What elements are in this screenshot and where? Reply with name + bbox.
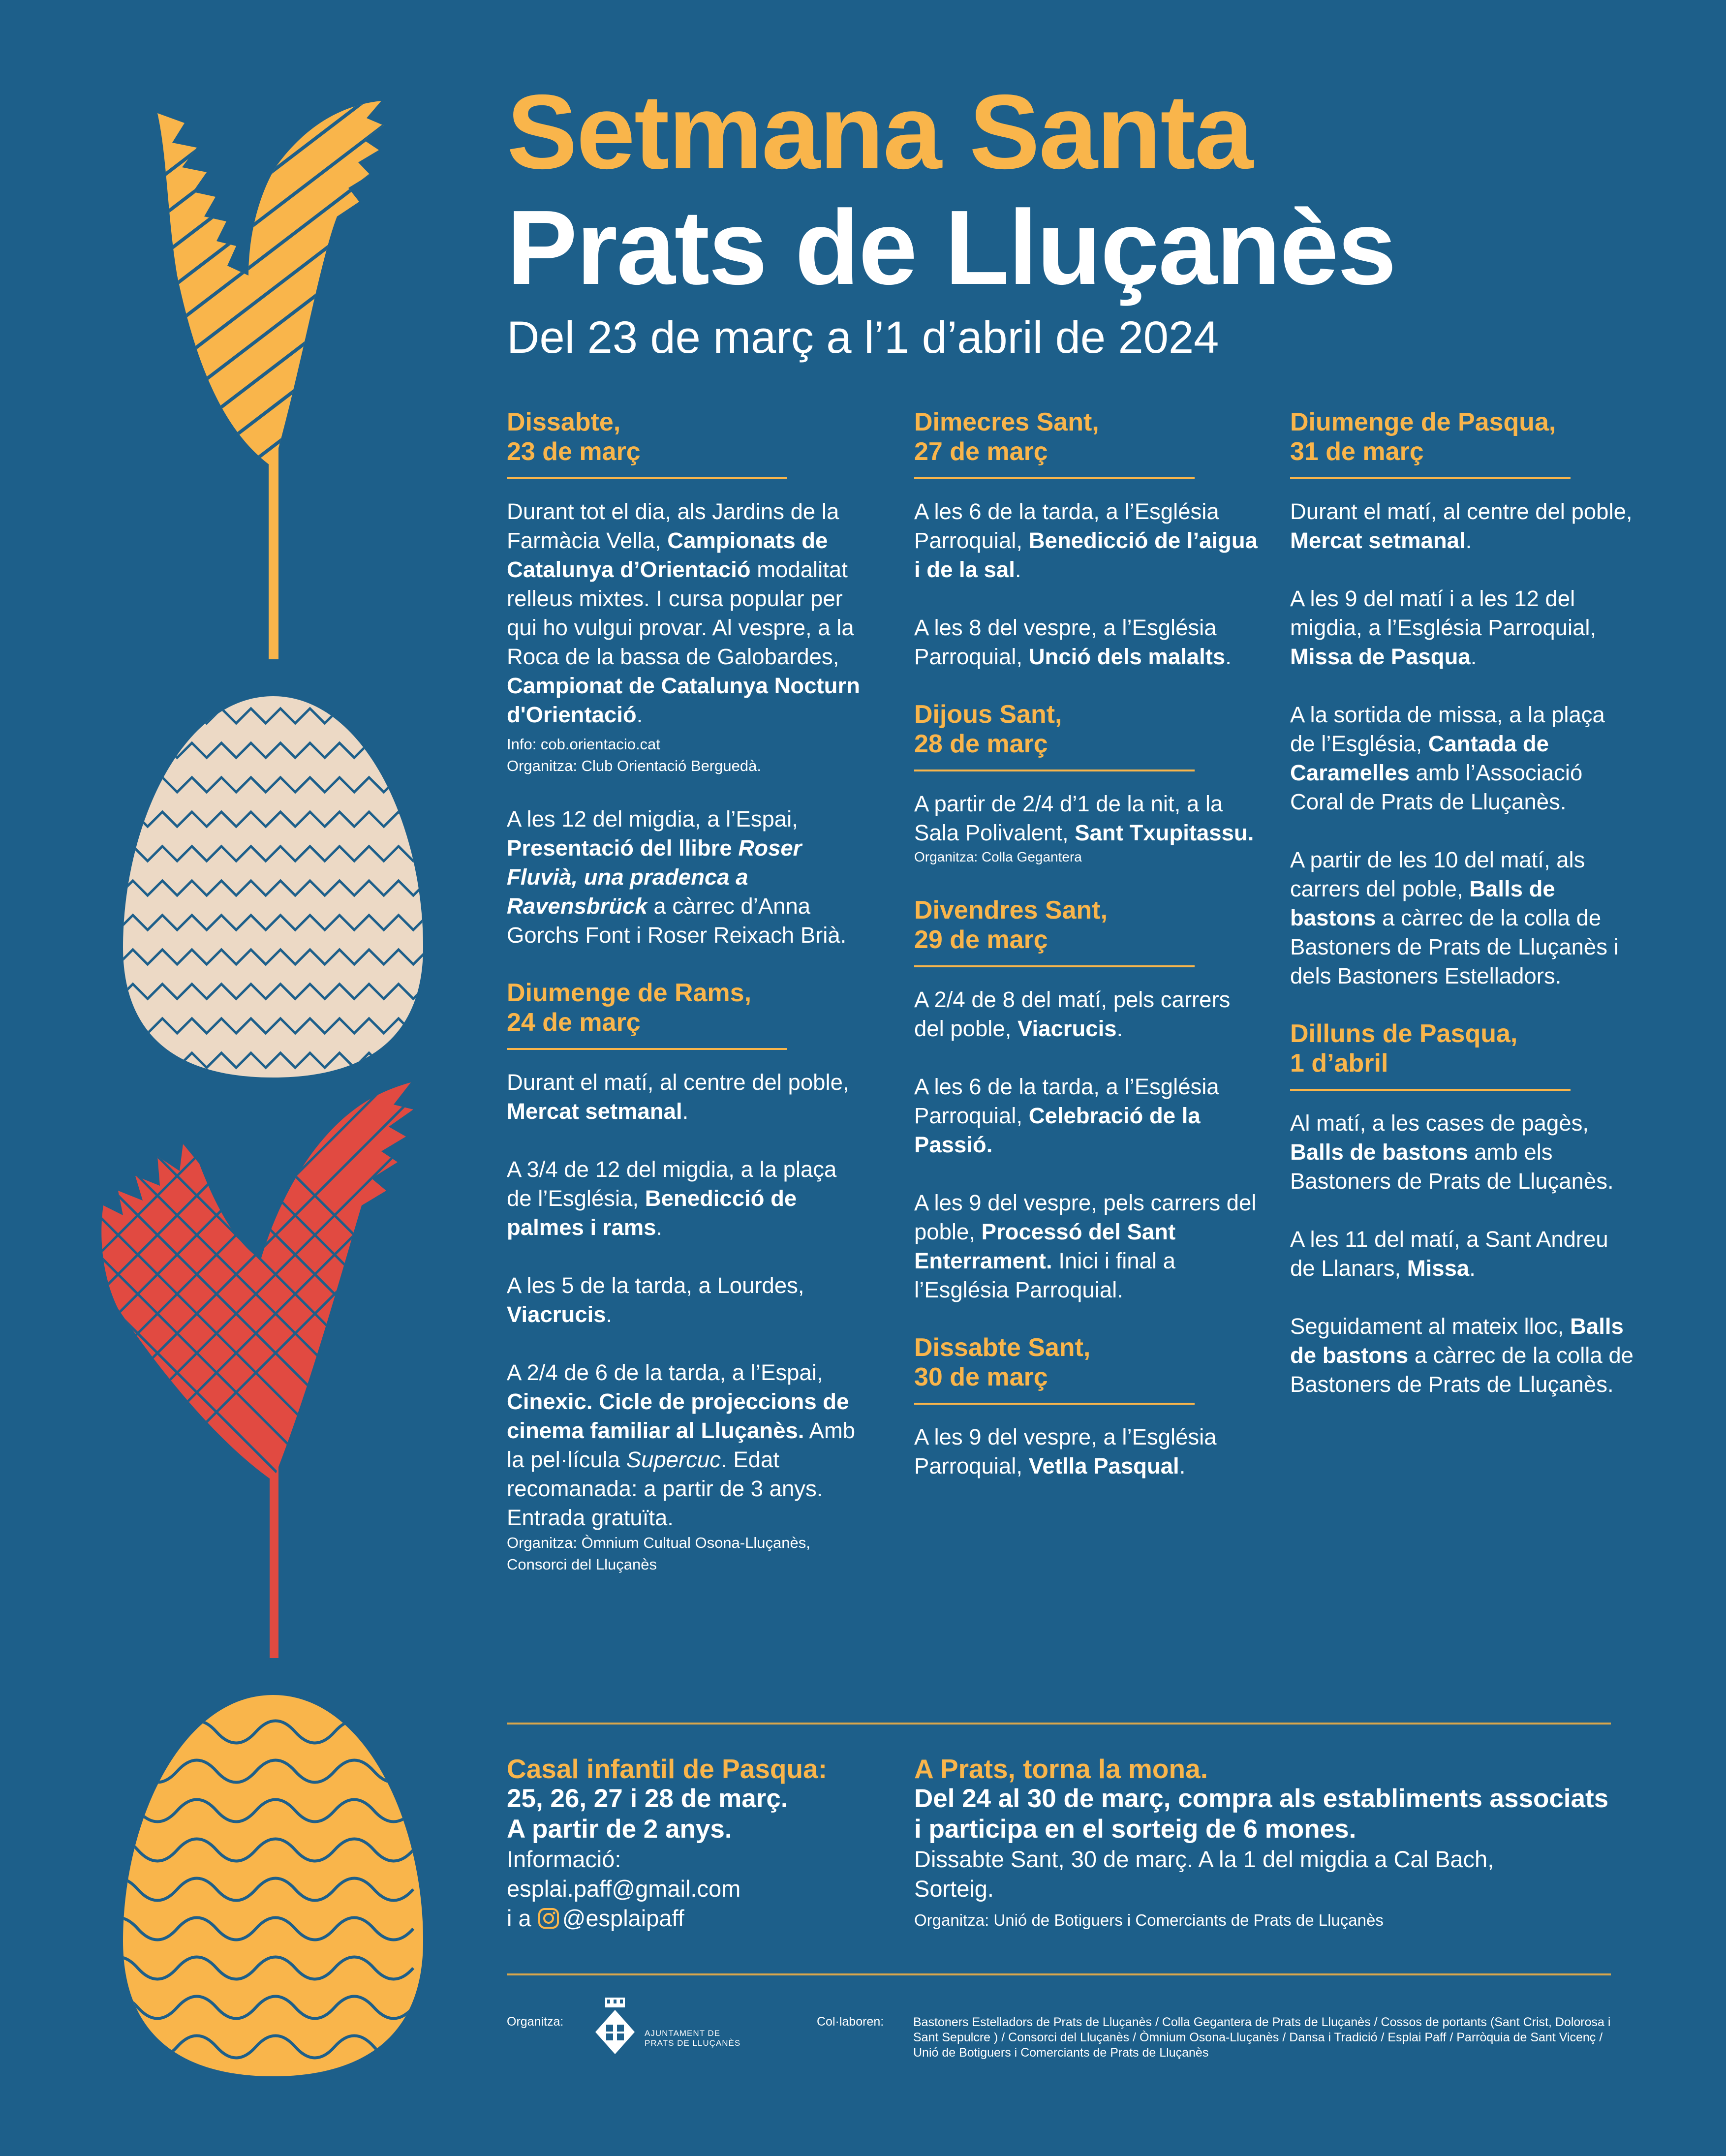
divider [507, 1723, 1611, 1725]
day-thu28 [914, 700, 1259, 867]
day-heading-line1: Dissabte Sant, [914, 1333, 1091, 1362]
footer-collab-label: Col·laboren: [817, 2015, 884, 2029]
casal-instagram[interactable] [507, 1904, 881, 1936]
day-heading [1290, 407, 1571, 479]
event-paragraph: A partir de 2/4 d’1 de la nit, a la Sala Polivalent, Sant Txupitassu. [914, 791, 1254, 845]
town-crest-icon [590, 1998, 640, 2062]
town-logo-text [645, 2029, 740, 2048]
day-heading-line1: Divendres Sant, [914, 896, 1108, 924]
casal-email[interactable]: esplai.paff@gmail.com [507, 1876, 741, 1902]
day-heading-line2: 31 de març [1290, 437, 1424, 466]
event-paragraph: A les 6 de la tarda, a l’Església Parroquial, Benedicció de l’aigua i de la sal. [914, 499, 1258, 582]
event-paragraph: A les 9 del vespre, a l’Església Parroquial, Vetlla Pasqual. [914, 1424, 1217, 1478]
instagram-handle: @esplaipaff [562, 1905, 684, 1931]
decor-illustrations [0, 0, 492, 2156]
event-paragraph: A partir de les 10 del matí, als carrers del poble, Balls de bastons a càrrec de la colla de Bastoners de Prats de Lluçanès i dels Bastoners Estelladors. [1290, 847, 1619, 988]
casal-instagram-prefix: i a [507, 1905, 538, 1931]
day-heading [914, 1333, 1195, 1405]
instagram-icon [538, 1907, 559, 1936]
event-notes [507, 734, 861, 777]
casal-info-label: Informació: [507, 1846, 621, 1872]
mona-draw: Dissabte Sant, 30 de març. A la 1 del migdia a Cal Bach, Sorteig. [914, 1846, 1494, 1902]
palm-frond-icon [123, 0, 394, 659]
organizer-note: Organitza: Òmnium Cultual Osona-Lluçanès, Consorci del Lluçanès [507, 1534, 810, 1573]
title-setmana-santa: Setmana Santa [507, 72, 1253, 191]
event-paragraph: A la sortida de missa, a la plaça de l’Església, Cantada de Caramelles amb l’Associació Coral de Prats de Lluçanès. [1290, 702, 1605, 814]
date-range: Del 23 de març a l’1 d’abril de 2024 [507, 312, 1219, 363]
palm-cross-icon [74, 1009, 443, 1658]
event-paragraph: A les 6 de la tarda, a l’Església Parroquial, Celebració de la Passió. [914, 1074, 1219, 1157]
day-heading-line1: Dissabte, [507, 408, 621, 436]
event-paragraph: A les 12 del migdia, a l’Espai, Presentació del llibre Roser Fluvià, una pradenca a Ravensbrück a càrrec d’Anna Gorchs Font i Roser Reixach Brià. [507, 806, 847, 948]
day-heading [914, 895, 1195, 967]
day-heading-line2: 29 de març [914, 925, 1048, 954]
footer-collaborators: Bastoners Estelladors de Prats de Lluçanès / Colla Gegantera de Prats de Lluçanès / Cossos de portants (Sant Crist, Dolorosa i Sant Sepulcre ) / Consorci del Lluçanès / Òmnium Osona-Lluçanès / Dansa i Tradició / Esplai Paff / Parròquia de Sant Vicenç / Unió de Botiguers i Comerciants de Prats de Lluçanès [913, 2015, 1611, 2060]
divider [507, 1973, 1611, 1975]
day-heading-line2: 24 de març [507, 1008, 641, 1037]
day-heading [507, 978, 787, 1050]
day-heading [914, 407, 1195, 479]
wavy-egg-icon [98, 1695, 423, 2076]
day-sat23 [507, 407, 861, 950]
day-heading [507, 407, 787, 479]
day-heading-line1: Dilluns de Pasqua, [1290, 1019, 1518, 1048]
event-paragraph: A les 5 de la tarda, a Lourdes, Viacrucis. [507, 1273, 804, 1327]
day-heading-line2: 23 de març [507, 437, 641, 466]
column-1 [507, 407, 861, 1604]
event-paragraph: A 3/4 de 12 del migdia, a la plaça de l’Església, Benedicció de palmes i rams. [507, 1157, 837, 1240]
mona-promo [914, 1754, 1613, 1932]
day-heading [914, 700, 1195, 771]
casal-infantil [507, 1754, 881, 1936]
info-link: Info: cob.orientacio.cat [507, 736, 660, 753]
event-paragraph: A les 9 del vespre, pels carrers del poble, Processó del Sant Enterrament. Inici i final a l’Església Parroquial. [914, 1190, 1257, 1302]
event-paragraph: Durant el matí, al centre del poble, Mercat setmanal. [1290, 499, 1633, 553]
day-heading-line2: 27 de març [914, 437, 1048, 466]
day-heading-line2: 30 de març [914, 1363, 1048, 1391]
day-heading-line1: Dimecres Sant, [914, 408, 1099, 436]
day-heading [1290, 1019, 1571, 1091]
day-fri29 [914, 895, 1259, 1304]
title-town: Prats de Lluçanès [507, 188, 1396, 307]
organizer-note: Organitza: Club Orientació Berguedà. [507, 757, 761, 774]
column-2 [914, 407, 1259, 1509]
casal-title: Casal infantil de Pasqua: [507, 1754, 828, 1784]
event-paragraph: A 2/4 de 8 del matí, pels carrers del poble, Viacrucis. [914, 987, 1231, 1041]
day-heading-line1: Dijous Sant, [914, 700, 1062, 729]
event-paragraph: A les 9 del matí i a les 12 del migdia, a l’Església Parroquial, Missa de Pasqua. [1290, 586, 1597, 669]
casal-age: A partir de 2 anys. [507, 1815, 732, 1844]
day-sat30 [914, 1333, 1259, 1480]
event-paragraph: A les 8 del vespre, a l’Església Parroquial, Unció dels malalts. [914, 615, 1232, 669]
organizer-note: Organitza: Colla Gegantera [914, 849, 1082, 864]
day-heading-line1: Diumenge de Rams, [507, 979, 752, 1007]
mona-offer: Del 24 al 30 de març, compra als establiments associats i participa en el sorteig de 6 mones. [914, 1784, 1609, 1844]
logo-line2: PRATS DE LLUÇANÈS [645, 2038, 741, 2048]
day-wed27 [914, 407, 1259, 671]
event-paragraph: Durant el matí, al centre del poble, Mercat setmanal. [507, 1070, 849, 1124]
event-paragraph: A les 11 del matí, a Sant Andreu de Llanars, Missa. [1290, 1227, 1608, 1281]
column-3 [1290, 407, 1634, 1427]
zigzag-egg-icon [118, 696, 428, 1078]
mona-title: A Prats, torna la mona. [914, 1754, 1208, 1784]
day-sun24 [507, 978, 861, 1575]
casal-dates: 25, 26, 27 i 28 de març. [507, 1784, 788, 1813]
footer-organitza-label: Organitza: [507, 2015, 564, 2029]
day-heading-line2: 1 d’abril [1290, 1049, 1388, 1078]
mona-organizer: Organitza: Unió de Botiguers i Comerciants de Prats de Lluçanès [914, 1911, 1384, 1929]
day-sun31 [1290, 407, 1634, 990]
logo-line1: AJUNTAMENT DE [645, 2029, 721, 2038]
event-paragraph: Seguidament al mateix lloc, Balls de bastons a càrrec de la colla de Bastoners de Prats de Lluçanès. [1290, 1314, 1634, 1397]
event-paragraph: Al matí, a les cases de pagès, Balls de bastons amb els Bastoners de Prats de Lluçanès. [1290, 1110, 1614, 1194]
event-paragraph: Durant tot el dia, als Jardins de la Farmàcia Vella, Campionats de Catalunya d’Orientació modalitat relleus mixtes. I cursa popular per qui ho vulgui provar. Al vespre, a la Roca de la bassa de Galobardes, Campionat de Catalunya Nocturn d'Orientació. [507, 499, 860, 727]
day-mon1 [1290, 1019, 1634, 1399]
day-heading-line2: 28 de març [914, 730, 1048, 758]
day-heading-line1: Diumenge de Pasqua, [1290, 408, 1556, 436]
event-paragraph: A 2/4 de 6 de la tarda, a l’Espai, Cinexic. Cicle de projeccions de cinema familiar al Lluçanès. Amb la pel·lícula Supercuc. Edat recomanada: a partir de 3 anys. Entrada gratuïta. [507, 1360, 856, 1530]
